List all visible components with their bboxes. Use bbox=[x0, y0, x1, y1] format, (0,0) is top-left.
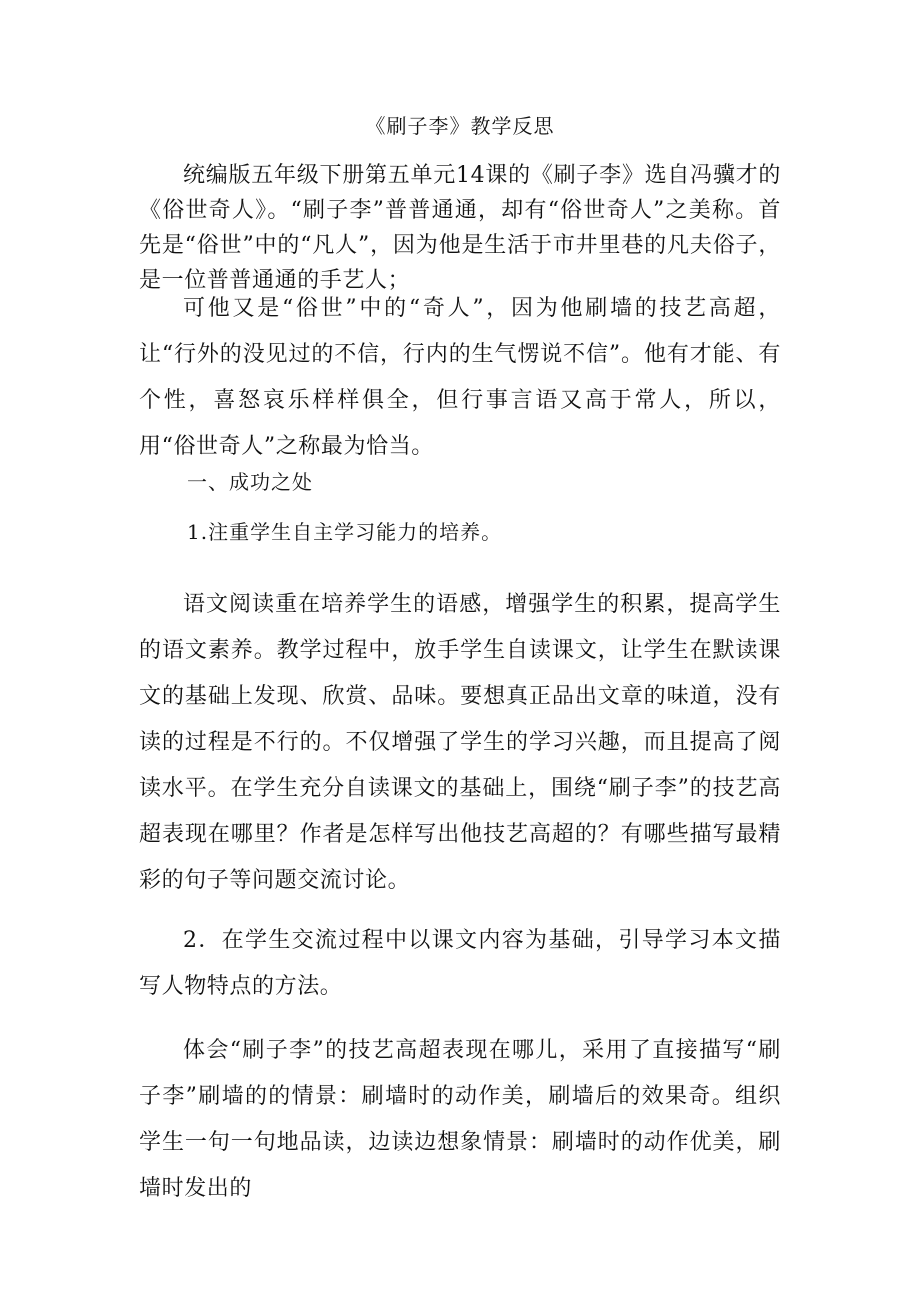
second-paragraph: 可他又是“俗世”中的“奇人”，因为他刷墙的技艺高超，让“行外的没见过的不信，行内的生气愣说不信”。他有才能、有个性，喜怒哀乐样样俱全，但行事言语又高于常人，所以，用“俗世奇人”之称最为恰当。 bbox=[139, 296, 781, 459]
document-title: 《刷子李》教学反思 bbox=[365, 114, 555, 138]
point-two-heading: 2．在学生交流过程中以课文内容为基础，引导学习本文描写人物特点的方法。 bbox=[139, 928, 781, 999]
point-one-heading: 1.注重学生自主学习能力的培养。 bbox=[187, 520, 503, 544]
section-one-heading: 一、成功之处 bbox=[187, 470, 313, 494]
point-two-body: 体会“刷子李”的技艺高超表现在哪儿，采用了直接描写“刷子李”刷墙的的情景：刷墙时的动作美，刷墙后的效果奇。组织学生一句一句地品读，边读边想象情景：刷墙时的动作优美，刷墙时发出的 bbox=[139, 1038, 781, 1201]
point-one-body: 语文阅读重在培养学生的语感，增强学生的积累，提高学生的语文素养。教学过程中，放手学生自读课文，让学生在默读课文的基础上发现、欣赏、品味。要想真正品出文章的味道，没有读的过程是不行的。不仅增强了学生的学习兴趣，而且提高了阅读水平。在学生充分自读课文的基础上，围绕“刷子李”的技艺高超表现在哪里？作者是怎样写出他技艺高超的？有哪些描写最精彩的句子等问题交流讨论。 bbox=[139, 592, 781, 893]
intro-paragraph: 统编版五年级下册第五单元14课的《刷子李》选自冯骥才的《俗世奇人》。“刷子李”普普通通，却有“俗世奇人”之美称。首先是“俗世”中的“凡人”，因为他是生活于市井里巷的凡夫俗子，是一位普普通通的手艺人； bbox=[139, 163, 781, 293]
